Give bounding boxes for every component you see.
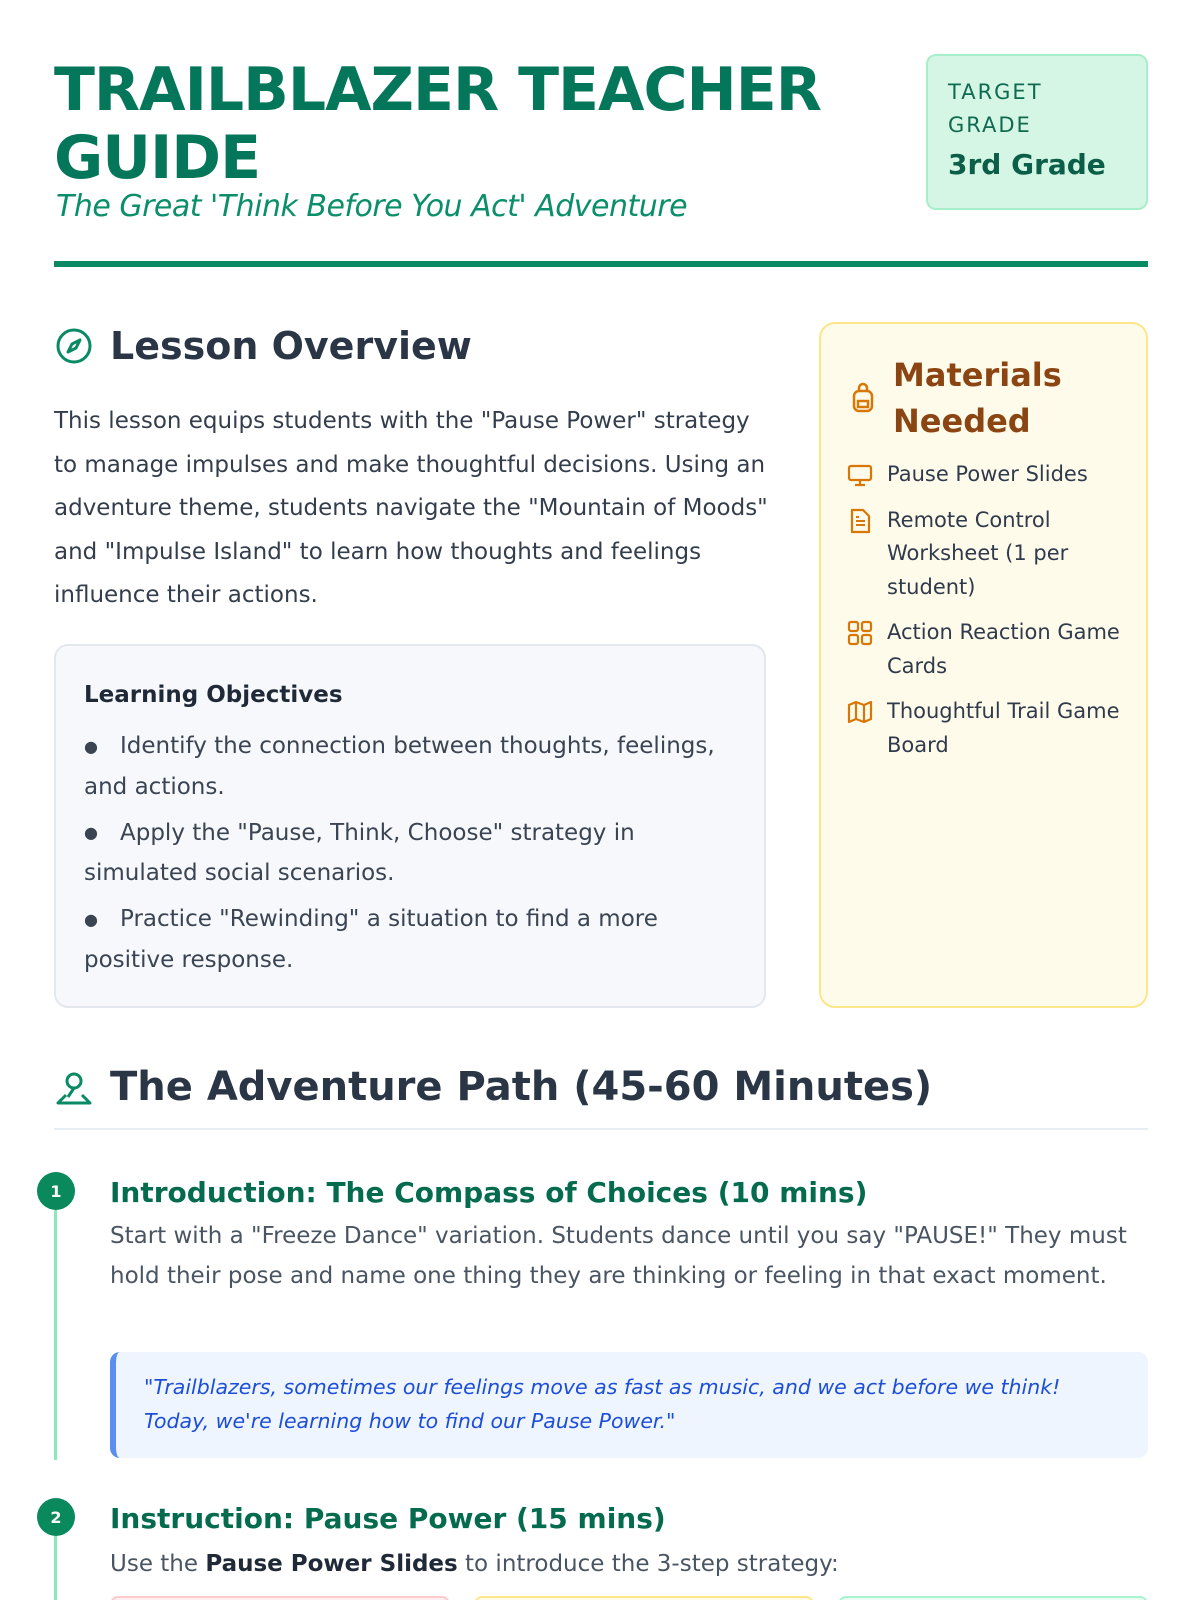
compass-icon [54,326,94,366]
target-grade-label: TARGET GRADE [948,80,1043,137]
grid-icon [847,620,873,646]
document-icon [847,508,873,534]
lesson-overview-text: This lesson equips students with the "Pause Power" strategy to manage impulses and make thoughtful decisions. Using an adventure theme, students navigate the "Mountain of Moods" and "Impulse Island" to learn how thoughts and feelings influence their actions. [54,408,768,608]
list-item [84,726,744,807]
materials-heading [847,352,1113,444]
section-divider [54,1128,1148,1130]
adventure-path-heading [54,1064,932,1110]
bullet-icon: ● [84,736,98,756]
objective-text: Identify the connection between thoughts, feelings, and actions. [84,733,715,800]
page-title: TRAILBLAZER TEACHER GUIDE [54,55,821,193]
map-icon [847,699,873,725]
step-number-badge: 2 [37,1498,75,1536]
step-text-emphasis: Pause Power Slides [205,1551,458,1577]
material-label: Action Reaction Game Cards [887,620,1120,678]
backpack-icon [847,382,879,414]
lesson-overview-heading [54,324,472,368]
step-number-badge: 1 [37,1172,75,1210]
materials-needed-panel [819,322,1148,1008]
monitor-icon [847,462,873,488]
learning-objectives-title: Learning Objectives [84,682,343,708]
step-description: Start with a "Freeze Dance" variation. Students dance until you say "PAUSE!" They must hold their pose and name one thing they are thinking or feeling in that exact moment. [110,1223,1127,1289]
step-description [110,1544,1140,1584]
adventure-path-title: The Adventure Path (45-60 Minutes) [110,1064,933,1110]
material-label: Remote Control Worksheet (1 per student) [887,507,1069,599]
learning-objectives-box [54,644,766,1008]
list-item [847,504,1137,605]
page-subtitle: The Great 'Think Before You Act' Adventure [56,189,688,224]
objective-text: Practice "Rewinding" a situation to find a more positive response. [84,906,658,973]
material-label: Thoughtful Trail Game Board [887,699,1120,757]
timeline-connector [54,1192,57,1460]
strategy-card-think [474,1596,814,1600]
target-grade-badge [926,54,1148,210]
bullet-icon: ● [84,823,98,842]
list-item [84,813,744,894]
header-divider [54,261,1148,267]
teacher-guide-page [50,0,1148,1600]
strategy-card-pause [110,1596,450,1600]
map-pin-user-icon [54,1067,94,1107]
materials-title: Materials Needed [893,356,1062,440]
lesson-overview-title: Lesson Overview [110,324,472,368]
list-item [847,616,1137,683]
list-item [847,695,1137,762]
material-label: Pause Power Slides [887,462,1088,486]
teacher-script-quote: "Trailblazers, sometimes our feelings move as fast as music, and we act before we think! Today, we're learning how to find our Pause Power." [110,1352,1148,1458]
step-text-part: to introduce the 3-step strategy: [457,1551,839,1577]
list-item [84,899,744,980]
bullet-icon: ● [84,909,98,929]
step-text-part: Use the [110,1551,206,1577]
materials-list [847,458,1137,774]
step-title: Introduction: The Compass of Choices (10 mins) [110,1176,868,1209]
learning-objectives-list [84,726,744,986]
target-grade-value: 3rd Grade [948,148,1106,181]
step-title: Instruction: Pause Power (15 mins) [110,1502,666,1535]
list-item [847,458,1137,492]
objective-text: Apply the "Pause, Think, Choose" strategy in simulated social scenarios. [84,819,635,886]
guide-header [54,52,1148,272]
strategy-card-choose [838,1596,1148,1600]
